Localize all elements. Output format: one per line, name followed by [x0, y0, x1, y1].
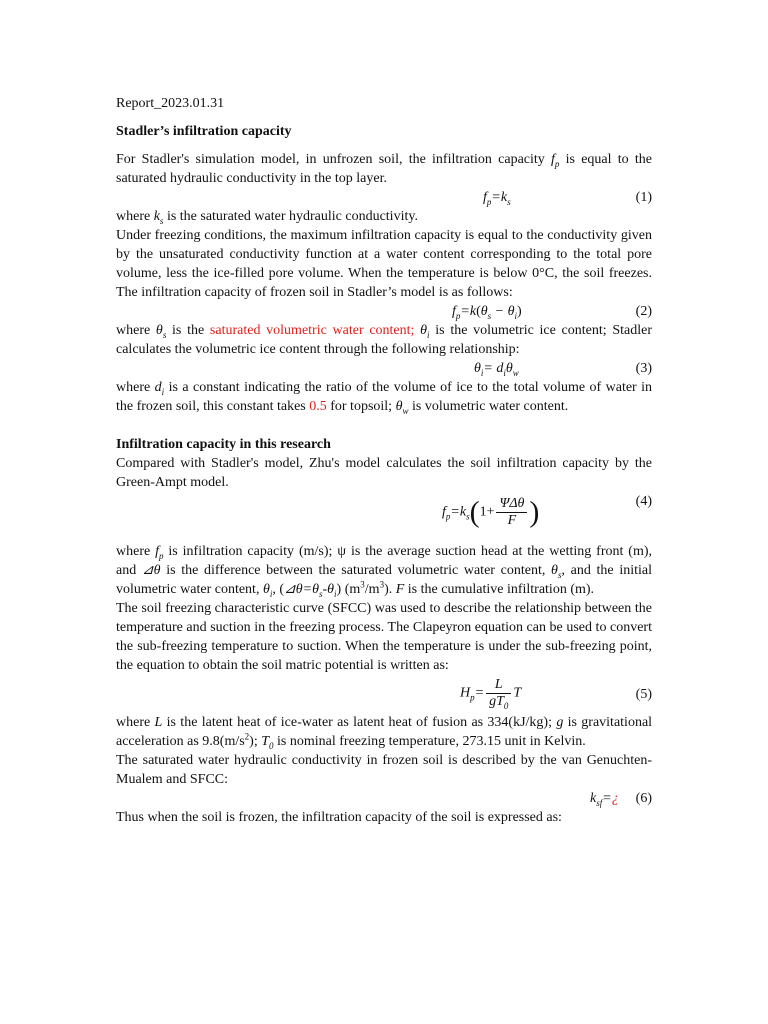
highlight-constant: 0.5 [309, 399, 327, 414]
equation-2: $f_p=k(\theta_s - \theta_i)$ (2) [452, 304, 652, 321]
equation-6: $k_{sf}=¿$ (6) [590, 791, 652, 808]
paragraph-freezing: Under freezing conditions, the maximum infiltration capacity is equal to the conductivity given by the unsaturated conductivity function at a water content corresponding to the total pore volume, less the ice-filled pore volume. When the temperature is below 0°C, the soil freezes. The infiltration capacity of frozen soil in Stadler’s model is as follows: [116, 228, 652, 300]
document-body [116, 94, 652, 827]
equation-3: $\theta_i= d_i\theta_w$ (3) [474, 361, 652, 378]
paragraph-di-definition: where $d_i$ is a constant indicating the ratio of the volume of ice to the total volume of water in the frozen soil, this constant takes 0.5 for topsoil; $\theta_w$ is volumetric water content. [116, 380, 653, 416]
broken-glyph: ¿ [611, 791, 619, 806]
highlight-saturated-content: saturated volumetric water content; [209, 323, 415, 338]
paragraph-frozen-infiltration: Thus when the soil is frozen, the infiltration capacity of the soil is expressed as: [116, 810, 562, 825]
section-heading-stadler: Stadler’s infiltration capacity [116, 124, 292, 139]
report-title: Report_2023.01.31 [116, 96, 225, 111]
paragraph-ks-definition: where $k_s$ is the saturated water hydraulic conductivity. [116, 209, 418, 226]
paragraph-zhu: Compared with Stadler's model, Zhu's model calculates the soil infiltration capacity by the Green-Ampt model. [116, 456, 652, 490]
paragraph-green-ampt-variables: where $f_p$ is infiltration capacity (m/s); ψ is the average suction head at the wetting front (m), and ⊿θ is the difference between the saturated volumetric water content, $\theta_s$, and the initial volumetric water content, $\theta_i$, $(⊿\theta=\theta_s-\theta_i)$ $(m^3/m^3)$. F is the cumulative infiltration (m). [116, 544, 653, 599]
paragraph-theta-definition: where $\theta_s$ is the saturated volumetric water content; $\theta_i$ is the volumetric ice content; Stadler calculates the volumetric ice content through the following relationship: [116, 323, 653, 357]
equation-5: $H_p=$ $\frac{L}{gT_0}$ T (5) [460, 677, 652, 711]
paragraph-conductivity-frozen: The saturated water hydraulic conductivity in frozen soil is described by the van Genuchten-Mualem and SFCC: [116, 753, 652, 787]
section-heading-research: Infiltration capacity in this research [116, 437, 331, 452]
paragraph-latent-heat: where L is the latent heat of ice-water as latent heat of fusion as 334(kJ/kg); g is gravitational acceleration as $9.8(m/s^2)$; $T_0$ is nominal freezing temperature, 273.15 unit in Kelvin. [116, 715, 653, 751]
equation-1: $f_p=k_s$ (1) [483, 190, 652, 207]
paragraph-unfrozen: For Stadler's simulation model, in unfrozen soil, the infiltration capacity $f_p$ is equal to the saturated hydraulic conductivity in the top layer. [116, 152, 652, 186]
equation-4: $f_p=k_s(1+$ $\frac{\text{ΨΔθ}}{F}$ ) (4) [442, 494, 652, 529]
paragraph-sfcc: The soil freezing characteristic curve (SFCC) was used to describe the relationship between the temperature and suction in the freezing process. The Clapeyron equation can be used to convert the sub-freezing temperature to suction. When the temperature is under the sub-freezing point, the equation to obtain the soil matric potential is written as: [116, 601, 652, 673]
